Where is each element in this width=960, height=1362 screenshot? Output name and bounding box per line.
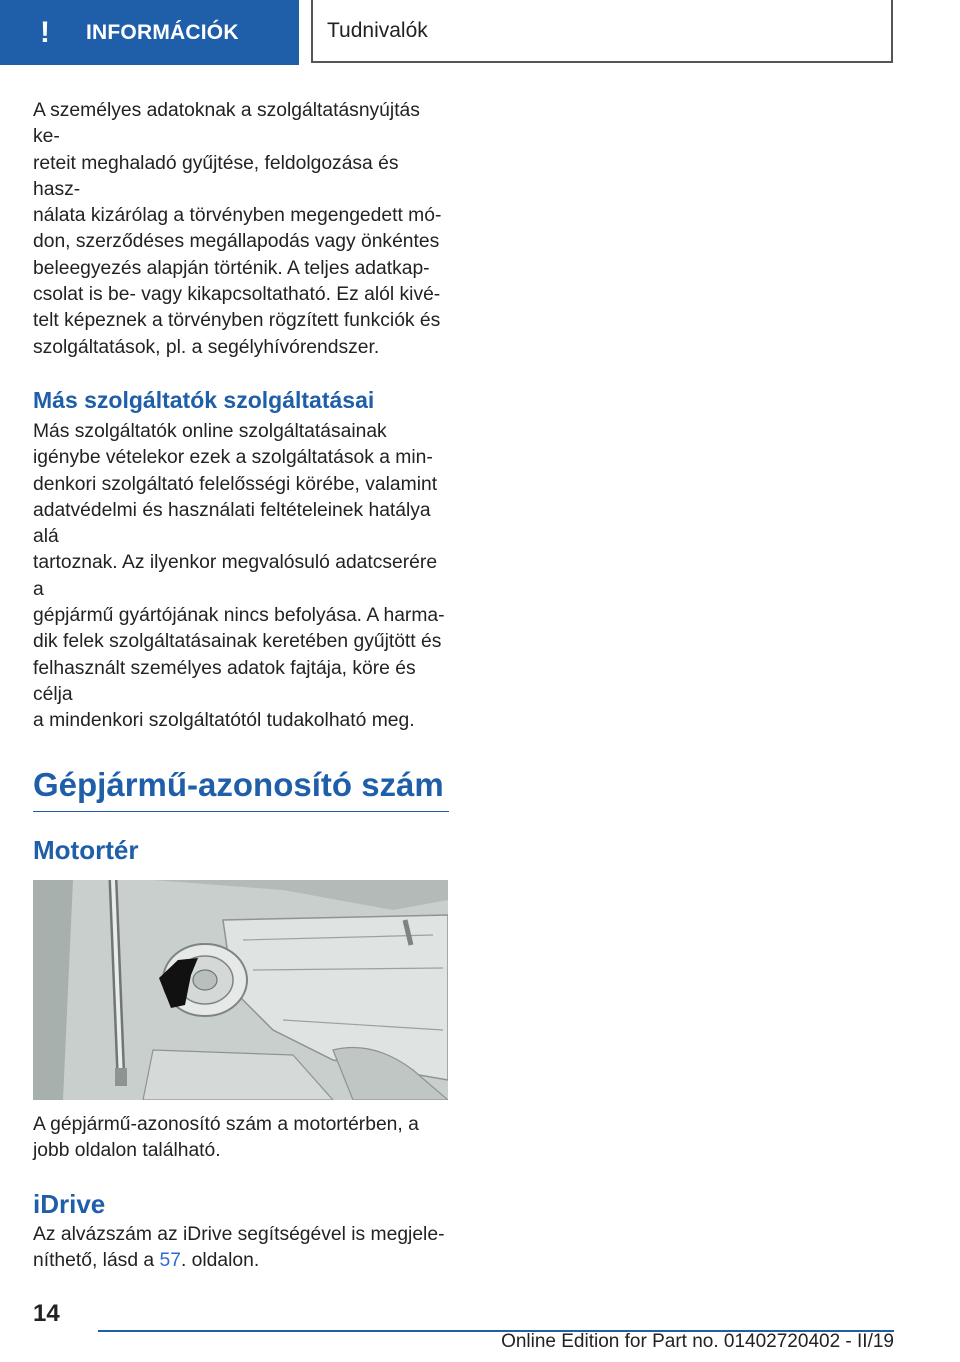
section-header xyxy=(311,0,893,63)
text-line: don, szerződéses megállapodás vagy önkéntes xyxy=(33,231,440,253)
text-line: telt képeznek a törvényben rögzített funkciók és xyxy=(33,310,441,332)
text-line: Az alvázszám az iDrive segítségével is megjele- xyxy=(33,1224,445,1246)
engine-bay-figure xyxy=(33,880,448,1100)
content-column xyxy=(33,98,449,1275)
other-providers-heading: Más szolgáltatók szolgáltatásai xyxy=(33,386,375,413)
edition-note: Online Edition for Part no. 01402720402 - II/19 xyxy=(501,1331,894,1352)
text-line: tartoznak. Az ilyenkor megvalósuló adatcserére a xyxy=(33,552,438,600)
chapter-label: INFORMÁCIÓK xyxy=(86,20,239,44)
text-line xyxy=(33,1248,449,1274)
vin-heading: Gépjármű-azonosító szám xyxy=(33,765,449,812)
text-line: adatvédelmi és használati feltételeinek hatálya alá xyxy=(33,499,431,548)
text-line: beleegyezés alapján történik. A teljes adatkap- xyxy=(33,257,430,279)
text-line: Más szolgáltatók online szolgáltatásainak xyxy=(33,420,387,442)
section-title: Tudnivalók xyxy=(327,18,428,42)
text-line: A gépjármű-azonosító szám a motortérben, a xyxy=(33,1113,419,1135)
exclamation-icon: ! xyxy=(40,15,50,49)
text-line: a mindenkori szolgáltatótól tudakolható meg. xyxy=(33,710,415,732)
idrive-paragraph xyxy=(33,1222,449,1275)
other-providers-paragraph xyxy=(33,419,449,735)
text-line: A személyes adatoknak a szolgáltatásnyújtás ke- xyxy=(33,100,420,148)
page-reference-link[interactable]: 57 xyxy=(159,1250,181,1272)
idrive-heading: iDrive xyxy=(33,1189,106,1220)
text-line: denkori szolgáltató felelősségi körébe, valamint xyxy=(33,473,438,495)
text-fragment: . oldalon. xyxy=(180,1250,260,1272)
text-line: felhasznált személyes adatok fajtája, köre és célja xyxy=(33,657,416,705)
header-tab xyxy=(0,0,299,65)
intro-paragraph xyxy=(33,98,449,361)
engine-bay-paragraph xyxy=(33,1112,449,1165)
engine-bay-heading: Motortér xyxy=(33,834,139,865)
text-line: reteit meghaladó gyűjtése, feldolgozása és hasz- xyxy=(33,152,399,200)
page-number: 14 xyxy=(33,1300,60,1327)
text-line: csolat is be- vagy kikapcsoltatható. Ez alól kivé- xyxy=(33,284,441,306)
text-line: igénybe vételekor ezek a szolgáltatások a min- xyxy=(33,447,433,469)
text-line: nálata kizárólag a törvényben megengedett mó- xyxy=(33,205,442,227)
text-line: jobb oldalon található. xyxy=(33,1139,221,1161)
text-fragment: níthető, lásd a xyxy=(33,1250,160,1272)
text-line: dik felek szolgáltatásainak keretében gyűjtött és xyxy=(33,631,442,653)
text-line: szolgáltatások, pl. a segélyhívórendszer. xyxy=(33,336,380,358)
text-line: gépjármű gyártójának nincs befolyása. A harma- xyxy=(33,605,445,627)
